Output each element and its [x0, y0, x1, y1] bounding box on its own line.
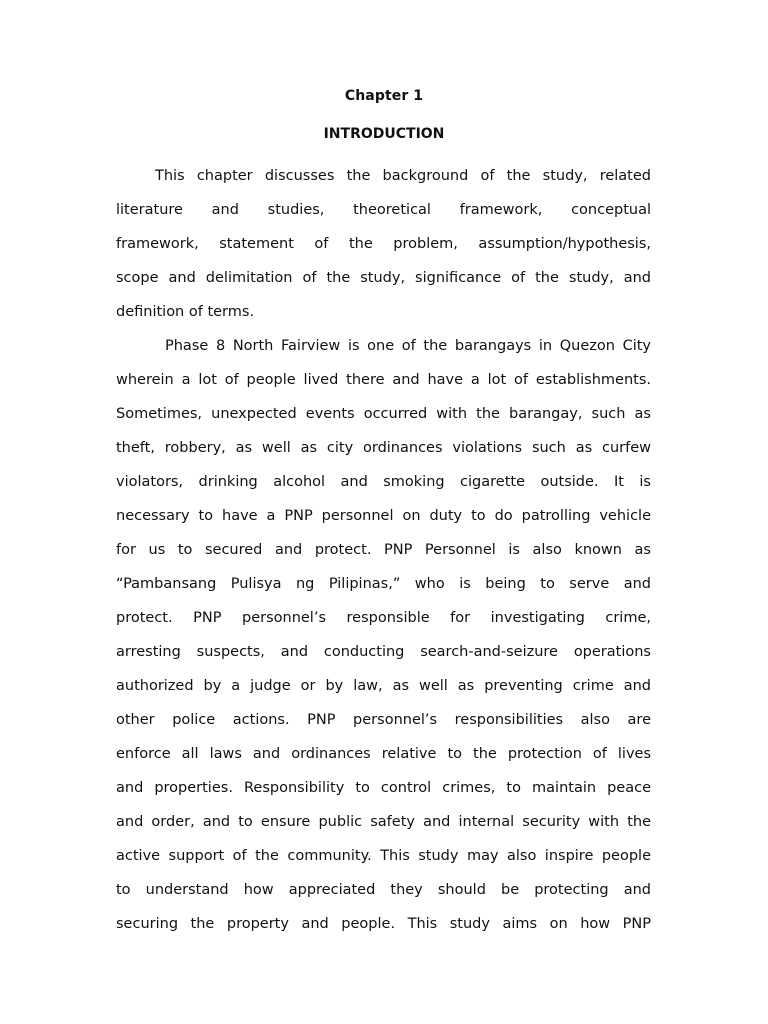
paragraph-line: other police actions. PNP personnel’s responsibilities also are — [116, 712, 651, 728]
paragraph-line: and properties. Responsibility to control crimes, to maintain peace — [116, 780, 651, 796]
body-text — [116, 159, 651, 941]
paragraph-line: “Pambansang Pulisya ng Pilipinas,” who is being to serve and — [116, 576, 651, 592]
paragraph-line: for us to secured and protect. PNP Personnel is also known as — [116, 542, 651, 558]
paragraph-line: active support of the community. This study may also inspire people — [116, 848, 651, 864]
paragraph-line: wherein a lot of people lived there and have a lot of establishments. — [116, 372, 651, 388]
paragraph-line: arresting suspects, and conducting search-and-seizure operations — [116, 644, 651, 660]
paragraph-line: necessary to have a PNP personnel on duty to do patrolling vehicle — [116, 508, 651, 524]
paragraph-line: enforce all laws and ordinances relative to the protection of lives — [116, 746, 651, 762]
paragraph-line: violators, drinking alcohol and smoking cigarette outside. It is — [116, 474, 651, 490]
paragraph-line: and order, and to ensure public safety and internal security with the — [116, 814, 651, 830]
paragraph-1 — [116, 159, 651, 329]
paragraph-line: Sometimes, unexpected events occurred with the barangay, such as — [116, 406, 651, 422]
paragraph-line: This chapter discusses the background of the study, related — [155, 168, 651, 184]
paragraph-line: securing the property and people. This study aims on how PNP — [116, 916, 651, 932]
paragraph-line: Phase 8 North Fairview is one of the barangays in Quezon City — [165, 338, 651, 354]
paragraph-line: scope and delimitation of the study, significance of the study, and — [116, 270, 651, 286]
paragraph-line: definition of terms. — [116, 304, 255, 320]
paragraph-line: literature and studies, theoretical framework, conceptual — [116, 202, 651, 218]
chapter-label: Chapter 1 — [344, 88, 424, 104]
paragraph-line: to understand how appreciated they should be protecting and — [116, 882, 651, 898]
section-title: INTRODUCTION — [323, 126, 445, 142]
paragraph-line: theft, robbery, as well as city ordinances violations such as curfew — [116, 440, 651, 456]
paragraph-line: authorized by a judge or by law, as well as preventing crime and — [116, 678, 651, 694]
paragraph-2 — [116, 329, 651, 941]
paragraph-line: framework, statement of the problem, assumption/hypothesis, — [116, 236, 651, 252]
paragraph-line: protect. PNP personnel’s responsible for investigating crime, — [116, 610, 651, 626]
